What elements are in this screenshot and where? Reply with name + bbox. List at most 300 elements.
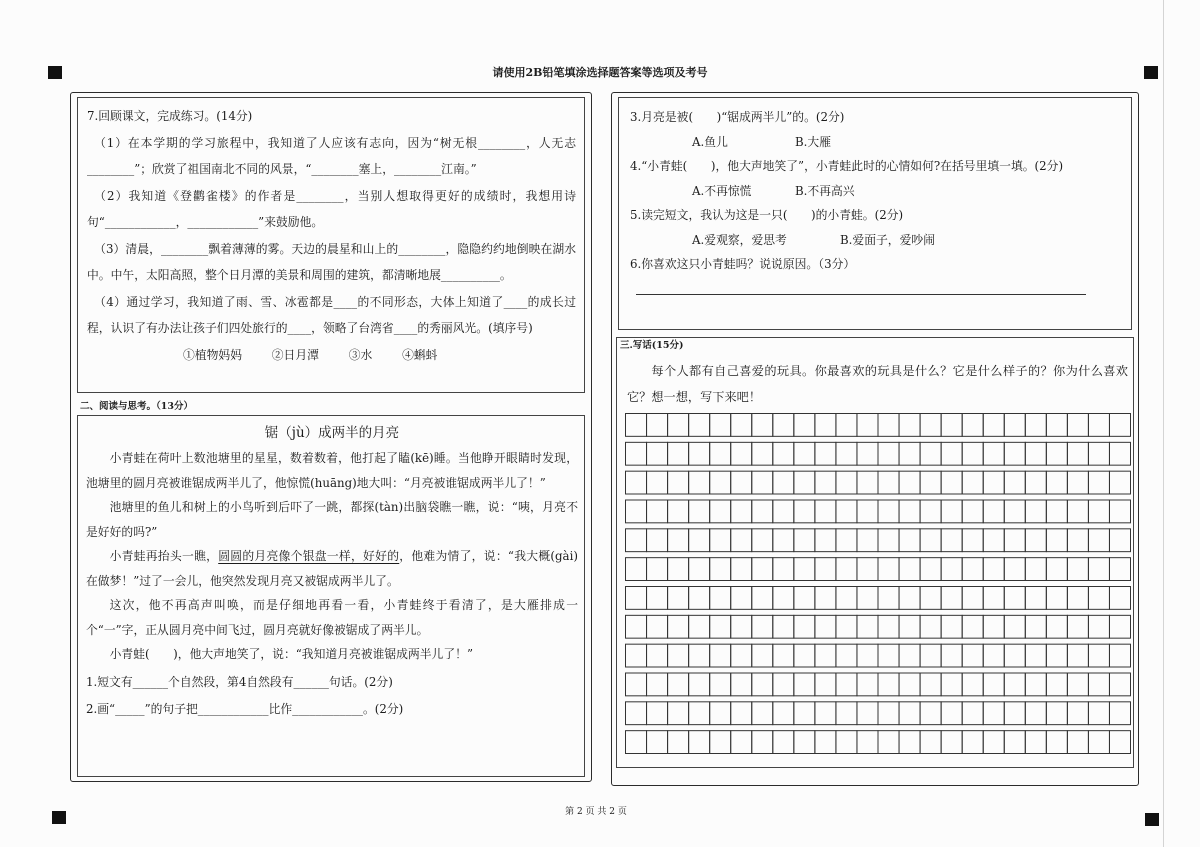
grid-cell xyxy=(941,529,962,552)
section-3-heading: 三.写话(15分) xyxy=(620,340,684,351)
grid-cell xyxy=(1109,615,1130,638)
grid-cell xyxy=(773,442,794,465)
grid-cell xyxy=(668,558,689,581)
grid-cell xyxy=(815,702,836,725)
grid-cell xyxy=(920,587,941,610)
grid-cell xyxy=(773,615,794,638)
grid-cell xyxy=(731,673,752,696)
grid-cell xyxy=(1067,587,1088,610)
grid-cell xyxy=(1004,731,1025,754)
grid-cell xyxy=(857,673,878,696)
grid-cell xyxy=(710,529,731,552)
option-b: B.不再高兴 xyxy=(795,183,855,198)
grid-cell xyxy=(731,442,752,465)
grid-cell xyxy=(689,529,710,552)
grid-cell xyxy=(941,673,962,696)
option-b: B.爱面子，爱吵闹 xyxy=(840,232,935,247)
grid-cell xyxy=(836,587,857,610)
grid-cell xyxy=(1025,558,1046,581)
grid-row xyxy=(626,414,1131,437)
grid-cell xyxy=(626,644,647,667)
grid-row xyxy=(626,587,1131,610)
grid-cell xyxy=(941,731,962,754)
grid-cell xyxy=(668,442,689,465)
grid-cell xyxy=(794,673,815,696)
passage-paragraph-4: 这次，他不再高声叫唤，而是仔细地再看一看，小青蛙终于看清了，是大雁排成一个“一”字，正从圆月亮中间飞过，圆月亮就好像被锯成了两半儿。 xyxy=(86,598,578,637)
passage-paragraph-5: 小青蛙( )，他大声地笑了，说：“我知道月亮被谁锯成两半儿了！” xyxy=(109,647,473,661)
reading-question-5: 5.读完短文，我认为这是一只( )的小青蛙。(2分) xyxy=(630,208,904,222)
grid-cell xyxy=(731,615,752,638)
grid-cell xyxy=(1004,558,1025,581)
grid-cell xyxy=(815,500,836,523)
grid-cell xyxy=(920,414,941,437)
grid-cell xyxy=(899,615,920,638)
grid-cell xyxy=(794,702,815,725)
grid-cell xyxy=(794,558,815,581)
grid-cell xyxy=(1046,529,1067,552)
grid-cell xyxy=(668,414,689,437)
grid-cell xyxy=(1004,500,1025,523)
grid-cell xyxy=(1067,731,1088,754)
option-label: ②日月潭 xyxy=(271,347,319,362)
question-7-item-1: （1）在本学期的学习旅程中，我知道了人应该有志向，因为“树无根________，人无志________”；欣赏了祖国南北不同的风景，“________塞上，________江南。” xyxy=(87,135,576,176)
grid-cell xyxy=(626,673,647,696)
grid-cell xyxy=(689,442,710,465)
grid-cell xyxy=(962,702,983,725)
grid-cell xyxy=(794,414,815,437)
grid-row xyxy=(626,644,1131,667)
grid-cell xyxy=(773,587,794,610)
grid-cell xyxy=(983,587,1004,610)
grid-cell xyxy=(899,644,920,667)
grid-cell xyxy=(1109,673,1130,696)
question-7-item-4: （4）通过学习，我知道了雨、雪、冰雹都是____的不同形态，大体上知道了____的成长过程，认识了有办法让孩子们四处旅行的____，领略了台湾省____的秀丽风光。(填序号) xyxy=(87,294,576,335)
option-a: A.不再惊慌 xyxy=(692,183,752,198)
grid-row xyxy=(626,442,1131,465)
grid-cell xyxy=(920,442,941,465)
grid-cell xyxy=(878,673,899,696)
option-a: A.爱观察，爱思考 xyxy=(692,232,787,247)
grid-cell xyxy=(857,500,878,523)
grid-cell xyxy=(899,731,920,754)
grid-cell xyxy=(773,529,794,552)
grid-cell xyxy=(752,673,773,696)
grid-cell xyxy=(878,414,899,437)
grid-cell xyxy=(920,615,941,638)
grid-cell xyxy=(731,529,752,552)
grid-cell xyxy=(1025,529,1046,552)
grid-cell xyxy=(1025,615,1046,638)
grid-cell xyxy=(1004,615,1025,638)
grid-row xyxy=(626,529,1131,552)
grid-cell xyxy=(857,414,878,437)
grid-cell xyxy=(1088,500,1109,523)
grid-cell xyxy=(1025,731,1046,754)
option-a: A.鱼儿 xyxy=(692,134,728,149)
grid-cell xyxy=(794,587,815,610)
reading-questions-box xyxy=(618,97,1132,330)
paragraph-text: ，他难为情了，说：“我大概(gài)在做梦！”过了一会儿，他突然发现月亮又被锯成两半儿了。 xyxy=(86,549,578,588)
grid-cell xyxy=(1088,702,1109,725)
scan-edge-line xyxy=(1163,0,1164,847)
grid-cell xyxy=(626,702,647,725)
grid-cell xyxy=(710,471,731,494)
grid-cell xyxy=(962,644,983,667)
grid-cell xyxy=(626,587,647,610)
grid-cell xyxy=(1109,414,1130,437)
grid-cell xyxy=(668,702,689,725)
writing-prompt: 每个人都有自己喜爱的玩具。你最喜欢的玩具是什么？它是什么样子的？你为什么喜欢它？想一想，写下来吧！ xyxy=(627,364,1128,404)
grid-cell xyxy=(1088,644,1109,667)
passage-paragraph-1: 小青蛙在荷叶上数池塘里的星星，数着数着，他打起了瞌(kē)睡。当他睁开眼睛时发现，池塘里的圆月亮被谁锯成两半儿了，他惊慌(huāng)地大叫：“月亮被谁锯成两半儿了！” xyxy=(86,451,578,490)
grid-cell xyxy=(647,702,668,725)
grid-cell xyxy=(983,442,1004,465)
grid-cell xyxy=(752,615,773,638)
grid-cell xyxy=(836,558,857,581)
grid-cell xyxy=(731,558,752,581)
grid-cell xyxy=(626,558,647,581)
grid-cell xyxy=(1067,702,1088,725)
grid-cell xyxy=(626,471,647,494)
grid-cell xyxy=(773,471,794,494)
grid-cell xyxy=(689,587,710,610)
grid-cell xyxy=(689,500,710,523)
grid-cell xyxy=(731,702,752,725)
grid-cell xyxy=(752,529,773,552)
answer-line xyxy=(636,294,1086,295)
grid-cell xyxy=(710,587,731,610)
question-7-title: 7.回顾课文，完成练习。(14分) xyxy=(87,109,253,123)
grid-cell xyxy=(836,673,857,696)
grid-cell xyxy=(878,529,899,552)
grid-cell xyxy=(983,644,1004,667)
grid-cell xyxy=(1046,673,1067,696)
grid-cell xyxy=(878,731,899,754)
grid-cell xyxy=(647,414,668,437)
grid-cell xyxy=(1046,471,1067,494)
grid-cell xyxy=(1046,500,1067,523)
grid-cell xyxy=(668,587,689,610)
grid-cell xyxy=(647,529,668,552)
grid-cell xyxy=(1088,615,1109,638)
question-5-options xyxy=(630,228,1123,253)
grid-cell xyxy=(1004,414,1025,437)
grid-cell xyxy=(815,529,836,552)
grid-cell xyxy=(752,414,773,437)
writing-grid xyxy=(625,413,1132,761)
grid-cell xyxy=(731,471,752,494)
grid-cell xyxy=(815,442,836,465)
grid-cell xyxy=(1109,442,1130,465)
grid-cell xyxy=(1046,442,1067,465)
grid-cell xyxy=(899,414,920,437)
grid-cell xyxy=(647,731,668,754)
grid-cell xyxy=(899,558,920,581)
grid-cell xyxy=(689,644,710,667)
grid-cell xyxy=(1046,558,1067,581)
reading-passage-box xyxy=(77,415,585,777)
grid-cell xyxy=(731,500,752,523)
grid-cell xyxy=(710,500,731,523)
grid-cell xyxy=(857,702,878,725)
passage-paragraph-3 xyxy=(86,544,578,593)
grid-cell xyxy=(857,529,878,552)
grid-cell xyxy=(815,644,836,667)
grid-cell xyxy=(752,587,773,610)
grid-cell xyxy=(710,558,731,581)
grid-cell xyxy=(962,615,983,638)
grid-cell xyxy=(836,471,857,494)
grid-row xyxy=(626,558,1131,581)
grid-cell xyxy=(1067,615,1088,638)
grid-cell xyxy=(815,673,836,696)
question-7-item-2: （2）我知道《登鹳雀楼》的作者是________，当别人想取得更好的成绩时，我想用诗句“____________，____________”来鼓励他。 xyxy=(87,188,576,229)
grid-cell xyxy=(1025,587,1046,610)
grid-cell xyxy=(710,442,731,465)
grid-cell xyxy=(1109,471,1130,494)
underlined-sentence: 圆圆的月亮像个银盘一样，好好的 xyxy=(218,549,400,563)
grid-cell xyxy=(731,644,752,667)
grid-cell xyxy=(983,731,1004,754)
grid-cell xyxy=(773,558,794,581)
grid-cell xyxy=(899,442,920,465)
grid-cell xyxy=(920,731,941,754)
grid-cell xyxy=(962,558,983,581)
grid-cell xyxy=(836,442,857,465)
grid-cell xyxy=(1046,644,1067,667)
grid-row xyxy=(626,615,1131,638)
grid-cell xyxy=(647,442,668,465)
grid-cell xyxy=(752,702,773,725)
grid-row xyxy=(626,673,1131,696)
grid-cell xyxy=(689,673,710,696)
grid-cell xyxy=(626,442,647,465)
grid-cell xyxy=(962,587,983,610)
grid-cell xyxy=(794,529,815,552)
grid-cell xyxy=(815,587,836,610)
grid-cell xyxy=(962,471,983,494)
grid-cell xyxy=(857,442,878,465)
grid-cell xyxy=(626,529,647,552)
grid-cell xyxy=(647,673,668,696)
grid-cell xyxy=(878,500,899,523)
grid-cell xyxy=(899,500,920,523)
grid-cell xyxy=(920,471,941,494)
grid-cell xyxy=(752,644,773,667)
grid-cell xyxy=(1088,731,1109,754)
grid-cell xyxy=(731,731,752,754)
grid-cell xyxy=(731,587,752,610)
passage-title: 锯（jù）成两半的月亮 xyxy=(264,425,400,441)
grid-cell xyxy=(1025,673,1046,696)
grid-cell xyxy=(1067,673,1088,696)
grid-cell xyxy=(1067,529,1088,552)
grid-cell xyxy=(857,615,878,638)
grid-cell xyxy=(1109,558,1130,581)
question-7-box xyxy=(77,97,585,393)
grid-cell xyxy=(983,615,1004,638)
grid-cell xyxy=(878,558,899,581)
grid-row xyxy=(626,731,1131,754)
grid-cell xyxy=(1088,442,1109,465)
grid-cell xyxy=(1004,471,1025,494)
grid-cell xyxy=(710,644,731,667)
grid-cell xyxy=(710,702,731,725)
grid-cell xyxy=(920,673,941,696)
grid-cell xyxy=(836,615,857,638)
grid-cell xyxy=(689,702,710,725)
grid-cell xyxy=(983,558,1004,581)
grid-cell xyxy=(899,587,920,610)
grid-cell xyxy=(773,731,794,754)
grid-cell xyxy=(647,471,668,494)
page-number: 第 2 页 共 2 页 xyxy=(565,807,627,817)
answer-instruction: 请使用2B铅笔填涂选择题答案等选项及考号 xyxy=(492,66,708,79)
grid-cell xyxy=(815,471,836,494)
option-label: ③水 xyxy=(348,347,373,362)
grid-cell xyxy=(1067,558,1088,581)
grid-cell xyxy=(857,471,878,494)
grid-cell xyxy=(878,471,899,494)
grid-cell xyxy=(647,644,668,667)
grid-cell xyxy=(752,500,773,523)
grid-cell xyxy=(752,731,773,754)
grid-cell xyxy=(920,558,941,581)
grid-cell xyxy=(983,471,1004,494)
grid-cell xyxy=(689,615,710,638)
grid-cell xyxy=(689,731,710,754)
grid-row xyxy=(626,500,1131,523)
grid-cell xyxy=(668,471,689,494)
grid-cell xyxy=(899,471,920,494)
grid-cell xyxy=(815,414,836,437)
grid-cell xyxy=(647,558,668,581)
grid-cell xyxy=(1004,702,1025,725)
reading-question-1: 1.短文有______个自然段，第4自然段有______句话。(2分) xyxy=(86,674,393,689)
grid-cell xyxy=(983,673,1004,696)
grid-cell xyxy=(1067,500,1088,523)
grid-cell xyxy=(1025,414,1046,437)
grid-cell xyxy=(836,731,857,754)
grid-cell xyxy=(752,558,773,581)
grid-cell xyxy=(1004,587,1025,610)
grid-cell xyxy=(941,414,962,437)
grid-cell xyxy=(815,615,836,638)
grid-cell xyxy=(626,414,647,437)
grid-cell xyxy=(1004,644,1025,667)
grid-cell xyxy=(962,529,983,552)
grid-row xyxy=(626,471,1131,494)
grid-cell xyxy=(794,471,815,494)
reading-question-3: 3.月亮是被( )“锯成两半儿”的。(2分) xyxy=(630,110,845,124)
grid-cell xyxy=(878,702,899,725)
grid-cell xyxy=(1109,644,1130,667)
grid-cell xyxy=(1109,702,1130,725)
grid-cell xyxy=(794,500,815,523)
grid-cell xyxy=(1109,587,1130,610)
grid-cell xyxy=(1025,644,1046,667)
grid-cell xyxy=(626,615,647,638)
grid-cell xyxy=(962,414,983,437)
grid-cell xyxy=(647,587,668,610)
grid-cell xyxy=(1067,442,1088,465)
grid-cell xyxy=(1109,731,1130,754)
grid-cell xyxy=(899,702,920,725)
question-7-item-3: （3）清晨，________飘着薄薄的雾。天边的晨星和山上的________，隐隐约约地倒映在湖水中。中午，太阳高照，整个日月潭的美景和周围的建筑，都清晰地展__________。 xyxy=(87,241,576,282)
grid-cell xyxy=(752,442,773,465)
grid-cell xyxy=(773,414,794,437)
grid-cell xyxy=(626,731,647,754)
grid-cell xyxy=(878,442,899,465)
grid-cell xyxy=(668,529,689,552)
grid-cell xyxy=(941,615,962,638)
grid-cell xyxy=(1067,414,1088,437)
grid-cell xyxy=(962,500,983,523)
grid-cell xyxy=(689,558,710,581)
grid-row xyxy=(626,702,1131,725)
grid-cell xyxy=(668,644,689,667)
grid-cell xyxy=(1088,529,1109,552)
grid-cell xyxy=(794,442,815,465)
grid-cell xyxy=(626,500,647,523)
grid-cell xyxy=(941,442,962,465)
grid-cell xyxy=(1046,414,1067,437)
grid-cell xyxy=(773,644,794,667)
grid-cell xyxy=(857,587,878,610)
grid-cell xyxy=(668,731,689,754)
grid-cell xyxy=(941,702,962,725)
grid-cell xyxy=(1025,471,1046,494)
grid-cell xyxy=(857,558,878,581)
grid-cell xyxy=(710,673,731,696)
grid-cell xyxy=(668,673,689,696)
grid-cell xyxy=(794,615,815,638)
grid-cell xyxy=(962,731,983,754)
grid-cell xyxy=(710,731,731,754)
grid-cell xyxy=(1109,500,1130,523)
question-3-options xyxy=(630,130,1123,155)
grid-cell xyxy=(899,529,920,552)
grid-cell xyxy=(962,673,983,696)
option-label: ①植物妈妈 xyxy=(183,347,242,362)
grid-cell xyxy=(1109,529,1130,552)
grid-cell xyxy=(962,442,983,465)
section-2-heading: 二、阅读与思考。（13分） xyxy=(80,401,193,412)
grid-cell xyxy=(773,500,794,523)
grid-cell xyxy=(815,731,836,754)
grid-cell xyxy=(815,558,836,581)
grid-cell xyxy=(941,587,962,610)
grid-cell xyxy=(1088,587,1109,610)
grid-cell xyxy=(941,471,962,494)
grid-cell xyxy=(1046,587,1067,610)
grid-cell xyxy=(1004,529,1025,552)
reading-question-2: 2.画“_____”的句子把____________比作____________。(2分) xyxy=(86,701,404,716)
reading-question-6: 6.你喜欢这只小青蛙吗？说说原因。（3分） xyxy=(630,257,856,271)
grid-cell xyxy=(689,471,710,494)
grid-cell xyxy=(857,731,878,754)
grid-cell xyxy=(668,615,689,638)
grid-cell xyxy=(836,414,857,437)
grid-cell xyxy=(773,673,794,696)
grid-cell xyxy=(710,615,731,638)
grid-cell xyxy=(836,702,857,725)
grid-cell xyxy=(878,644,899,667)
grid-cell xyxy=(941,558,962,581)
grid-cell xyxy=(983,702,1004,725)
paragraph-text: 小青蛙再抬头一瞧， xyxy=(109,549,219,563)
grid-cell xyxy=(836,500,857,523)
